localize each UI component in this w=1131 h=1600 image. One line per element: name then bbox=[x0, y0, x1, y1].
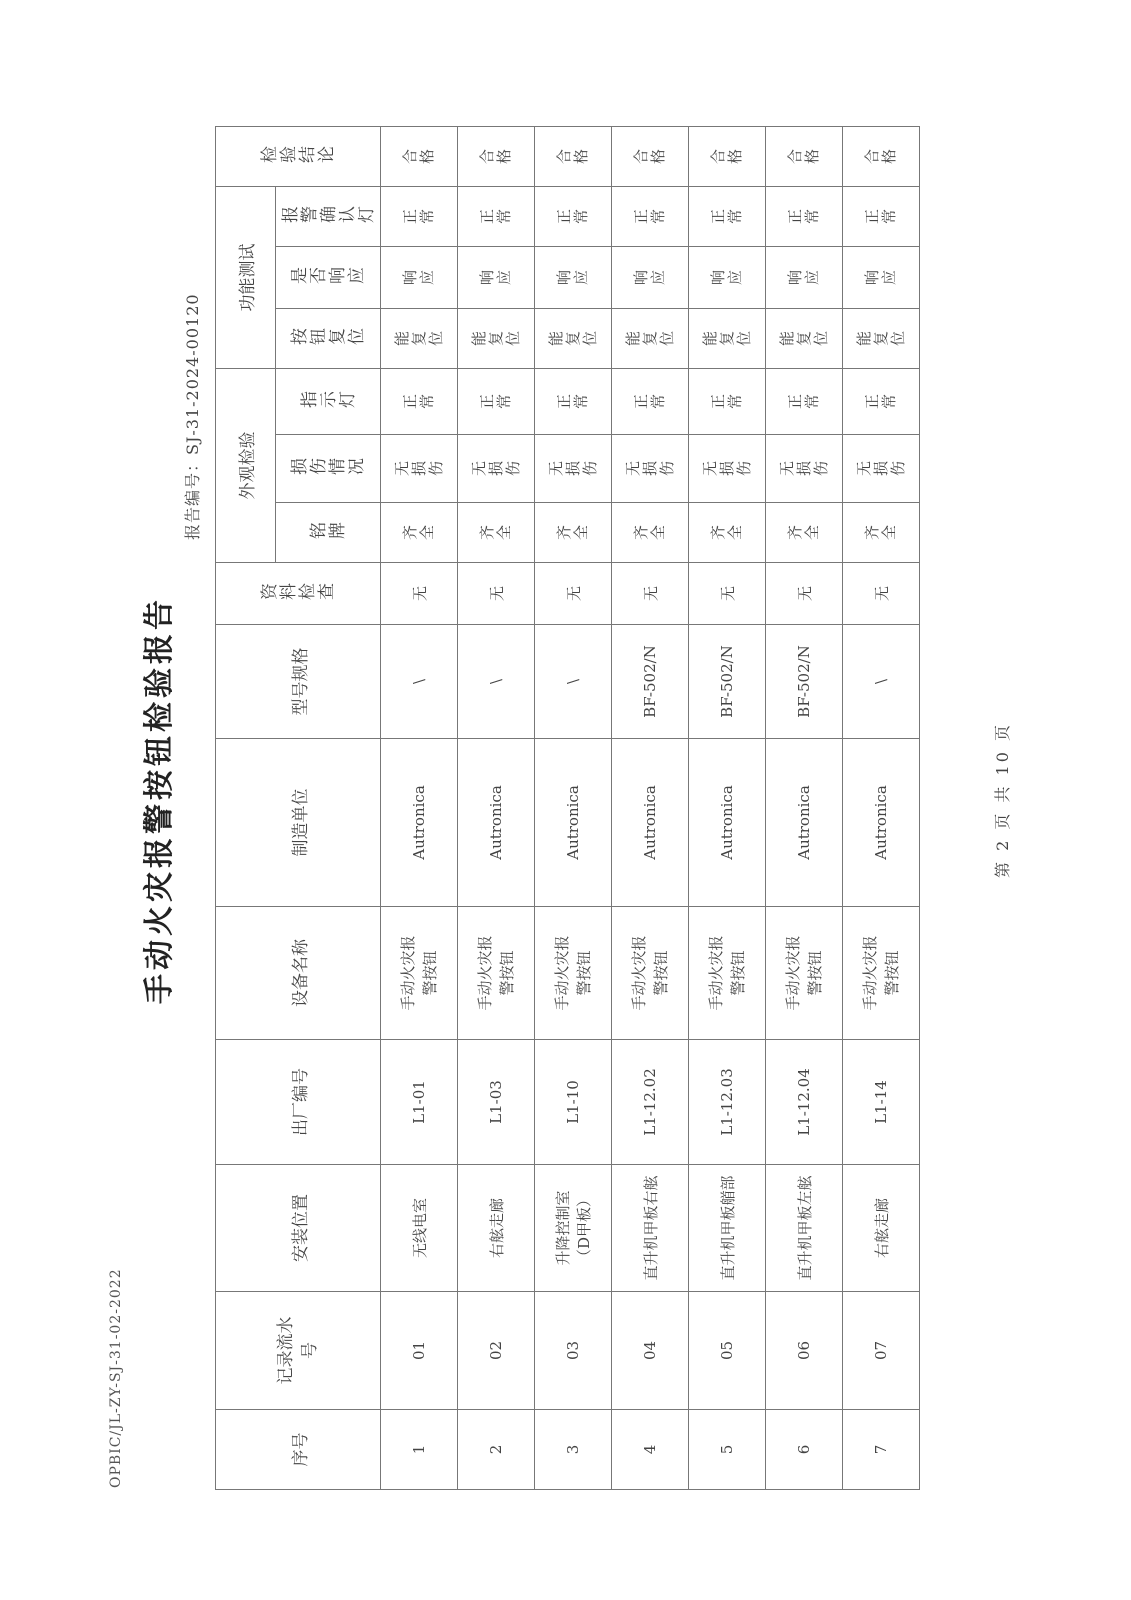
cell-manufacturer: Autronica bbox=[843, 739, 920, 907]
cell-manufacturer: Autronica bbox=[535, 739, 612, 907]
cell-docs-check: 无 bbox=[689, 563, 766, 625]
cell-response: 响应 bbox=[843, 247, 920, 309]
cell-docs-check: 无 bbox=[612, 563, 689, 625]
col-indicator-header: 指示灯 bbox=[276, 369, 381, 435]
cell-location: 直升机甲板艏部 bbox=[689, 1165, 766, 1292]
cell-button-reset: 能复位 bbox=[535, 309, 612, 369]
cell-docs-check: 无 bbox=[843, 563, 920, 625]
cell-seq: 7 bbox=[843, 1410, 920, 1490]
cell-response: 响应 bbox=[535, 247, 612, 309]
cell-device-name: 手动火灾报警按钮 bbox=[843, 907, 920, 1040]
document-code: OPBIC/JL-ZY-SJ-31-02-2022 bbox=[108, 1268, 124, 1488]
cell-device-name: 手动火灾报警按钮 bbox=[766, 907, 843, 1040]
cell-damage: 无损伤 bbox=[689, 435, 766, 503]
cell-indicator: 正常 bbox=[689, 369, 766, 435]
cell-docs-check: 无 bbox=[458, 563, 535, 625]
table-row bbox=[381, 127, 458, 1490]
cell-alarm-confirm: 正常 bbox=[689, 187, 766, 247]
cell-alarm-confirm: 正常 bbox=[766, 187, 843, 247]
cell-device-name: 手动火灾报警按钮 bbox=[381, 907, 458, 1040]
appearance-group-header: 外观检验 bbox=[216, 369, 276, 563]
cell-location: 无线电室 bbox=[381, 1165, 458, 1292]
cell-conclusion: 合格 bbox=[766, 127, 843, 187]
cell-button-reset: 能复位 bbox=[612, 309, 689, 369]
col-manufacturer-header: 制造单位 bbox=[216, 739, 381, 907]
cell-factory-no: L1-03 bbox=[458, 1040, 535, 1165]
cell-manufacturer: Autronica bbox=[612, 739, 689, 907]
cell-factory-no: L1-12.02 bbox=[612, 1040, 689, 1165]
cell-factory-no: L1-10 bbox=[535, 1040, 612, 1165]
cell-button-reset: 能复位 bbox=[766, 309, 843, 369]
cell-conclusion: 合格 bbox=[843, 127, 920, 187]
cell-record-no: 02 bbox=[458, 1292, 535, 1410]
col-factory-no-header: 出厂编号 bbox=[216, 1040, 381, 1165]
cell-conclusion: 合格 bbox=[612, 127, 689, 187]
cell-model: BF-502/N bbox=[612, 625, 689, 739]
cell-factory-no: L1-12.03 bbox=[689, 1040, 766, 1165]
cell-manufacturer: Autronica bbox=[458, 739, 535, 907]
cell-alarm-confirm: 正常 bbox=[535, 187, 612, 247]
cell-device-name: 手动火灾报警按钮 bbox=[535, 907, 612, 1040]
cell-button-reset: 能复位 bbox=[381, 309, 458, 369]
cell-conclusion: 合格 bbox=[689, 127, 766, 187]
cell-device-name: 手动火灾报警按钮 bbox=[458, 907, 535, 1040]
cell-response: 响应 bbox=[612, 247, 689, 309]
col-location-header: 安装位置 bbox=[216, 1165, 381, 1292]
cell-model: \ bbox=[381, 625, 458, 739]
col-response-header: 是否响应 bbox=[276, 247, 381, 309]
col-docs-check-header: 资料检查 bbox=[216, 563, 381, 625]
cell-nameplate: 齐全 bbox=[689, 503, 766, 563]
cell-indicator: 正常 bbox=[535, 369, 612, 435]
cell-damage: 无损伤 bbox=[843, 435, 920, 503]
cell-seq: 4 bbox=[612, 1410, 689, 1490]
cell-location: 直升机甲板右舷 bbox=[612, 1165, 689, 1292]
col-device-name-header: 设备名称 bbox=[216, 907, 381, 1040]
cell-nameplate: 齐全 bbox=[843, 503, 920, 563]
inspection-table bbox=[215, 126, 920, 1490]
cell-seq: 5 bbox=[689, 1410, 766, 1490]
cell-record-no: 01 bbox=[381, 1292, 458, 1410]
col-damage-header: 损伤情况 bbox=[276, 435, 381, 503]
cell-damage: 无损伤 bbox=[612, 435, 689, 503]
cell-alarm-confirm: 正常 bbox=[612, 187, 689, 247]
cell-damage: 无损伤 bbox=[535, 435, 612, 503]
cell-record-no: 04 bbox=[612, 1292, 689, 1410]
cell-alarm-confirm: 正常 bbox=[843, 187, 920, 247]
col-record-no-header: 记录流水号 bbox=[216, 1292, 381, 1410]
cell-damage: 无损伤 bbox=[381, 435, 458, 503]
cell-response: 响应 bbox=[458, 247, 535, 309]
cell-indicator: 正常 bbox=[612, 369, 689, 435]
table-row bbox=[458, 127, 535, 1490]
table-row bbox=[766, 127, 843, 1490]
cell-record-no: 03 bbox=[535, 1292, 612, 1410]
cell-factory-no: L1-12.04 bbox=[766, 1040, 843, 1165]
cell-conclusion: 合格 bbox=[458, 127, 535, 187]
cell-location: 直升机甲板左舷 bbox=[766, 1165, 843, 1292]
report-title: 手动火灾报警按钮检验报告 bbox=[142, 596, 177, 1004]
table-row bbox=[689, 127, 766, 1490]
cell-indicator: 正常 bbox=[458, 369, 535, 435]
cell-response: 响应 bbox=[766, 247, 843, 309]
cell-seq: 3 bbox=[535, 1410, 612, 1490]
cell-nameplate: 齐全 bbox=[766, 503, 843, 563]
page-number: 第 2 页 共 10 页 bbox=[993, 722, 1012, 878]
cell-damage: 无损伤 bbox=[766, 435, 843, 503]
cell-button-reset: 能复位 bbox=[843, 309, 920, 369]
cell-nameplate: 齐全 bbox=[381, 503, 458, 563]
cell-model: \ bbox=[458, 625, 535, 739]
col-button-reset-header: 按钮复位 bbox=[276, 309, 381, 369]
cell-model: BF-502/N bbox=[766, 625, 843, 739]
cell-seq: 1 bbox=[381, 1410, 458, 1490]
cell-location: 升降控制室（D甲板） bbox=[535, 1165, 612, 1292]
cell-device-name: 手动火灾报警按钮 bbox=[612, 907, 689, 1040]
cell-seq: 2 bbox=[458, 1410, 535, 1490]
cell-nameplate: 齐全 bbox=[458, 503, 535, 563]
cell-docs-check: 无 bbox=[766, 563, 843, 625]
header-row-1 bbox=[216, 127, 276, 1490]
cell-model: BF-502/N bbox=[689, 625, 766, 739]
cell-indicator: 正常 bbox=[843, 369, 920, 435]
cell-location: 右舷走廊 bbox=[458, 1165, 535, 1292]
cell-docs-check: 无 bbox=[535, 563, 612, 625]
col-alarm-confirm-header: 报警确认灯 bbox=[276, 187, 381, 247]
table-row bbox=[612, 127, 689, 1490]
col-conclusion-header: 检验结论 bbox=[216, 127, 381, 187]
cell-record-no: 05 bbox=[689, 1292, 766, 1410]
cell-indicator: 正常 bbox=[381, 369, 458, 435]
cell-manufacturer: Autronica bbox=[381, 739, 458, 907]
cell-alarm-confirm: 正常 bbox=[381, 187, 458, 247]
cell-factory-no: L1-14 bbox=[843, 1040, 920, 1165]
cell-button-reset: 能复位 bbox=[458, 309, 535, 369]
cell-button-reset: 能复位 bbox=[689, 309, 766, 369]
cell-device-name: 手动火灾报警按钮 bbox=[689, 907, 766, 1040]
cell-damage: 无损伤 bbox=[458, 435, 535, 503]
report-number: 报告编号：SJ-31-2024-00120 bbox=[183, 293, 202, 540]
cell-response: 响应 bbox=[381, 247, 458, 309]
cell-nameplate: 齐全 bbox=[535, 503, 612, 563]
cell-model: \ bbox=[535, 625, 612, 739]
cell-conclusion: 合格 bbox=[381, 127, 458, 187]
col-model-header: 型号规格 bbox=[216, 625, 381, 739]
col-seq-header: 序号 bbox=[216, 1410, 381, 1490]
cell-record-no: 06 bbox=[766, 1292, 843, 1410]
cell-model: \ bbox=[843, 625, 920, 739]
cell-manufacturer: Autronica bbox=[689, 739, 766, 907]
cell-location: 右舷走廊 bbox=[843, 1165, 920, 1292]
function-group-header: 功能测试 bbox=[216, 187, 276, 369]
table-row bbox=[535, 127, 612, 1490]
cell-indicator: 正常 bbox=[766, 369, 843, 435]
table-row bbox=[843, 127, 920, 1490]
cell-nameplate: 齐全 bbox=[612, 503, 689, 563]
cell-conclusion: 合格 bbox=[535, 127, 612, 187]
cell-record-no: 07 bbox=[843, 1292, 920, 1410]
col-nameplate-header: 铭牌 bbox=[276, 503, 381, 563]
cell-factory-no: L1-01 bbox=[381, 1040, 458, 1165]
cell-seq: 6 bbox=[766, 1410, 843, 1490]
cell-docs-check: 无 bbox=[381, 563, 458, 625]
cell-manufacturer: Autronica bbox=[766, 739, 843, 907]
cell-response: 响应 bbox=[689, 247, 766, 309]
cell-alarm-confirm: 正常 bbox=[458, 187, 535, 247]
